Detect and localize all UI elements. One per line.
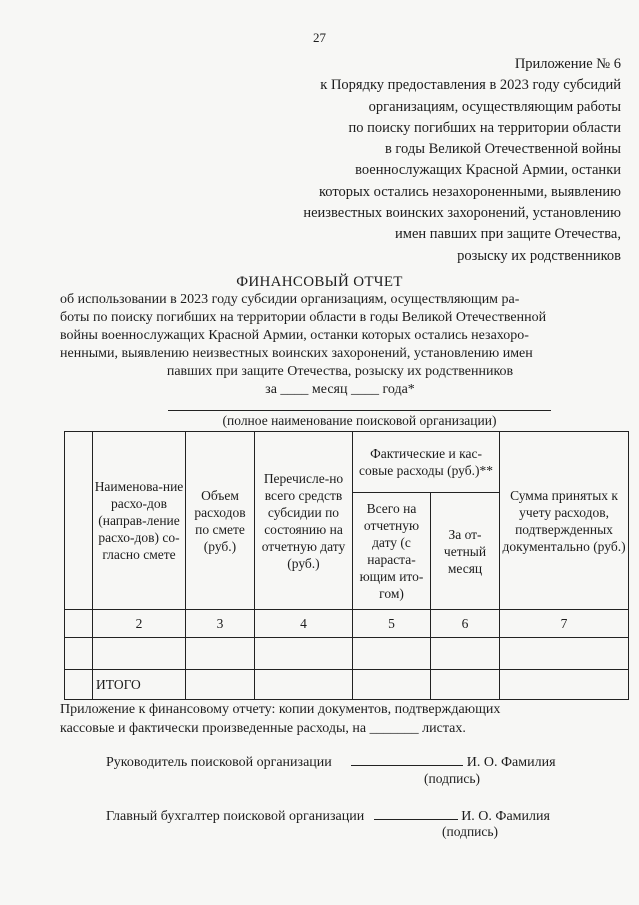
financial-report-table — [64, 431, 629, 700]
appendix-line: по поиску погибших на территории области — [348, 119, 621, 136]
table-header-cell-group — [353, 432, 500, 493]
appendix-line: организациям, осуществляющим работы — [368, 98, 621, 115]
appendix-line: военнослужащих Красной Армии, останки — [355, 162, 621, 179]
table-header-row — [65, 432, 629, 493]
table-cell — [255, 670, 353, 700]
accountant-signature-row — [106, 806, 550, 825]
note-line: Приложение к финансовому отчету: копии документов, подтверждающих — [60, 702, 501, 717]
header-actual-expenses: Фактические и кас-совые расходы (руб.)** — [359, 446, 493, 478]
column-number: 3 — [186, 610, 255, 638]
appendix-line: к Порядку предоставления в 2023 году субсидий — [320, 77, 621, 94]
head-signature-caption: (подпись) — [424, 771, 481, 786]
table-cell — [500, 670, 629, 700]
table-cell — [255, 638, 353, 670]
table-cell — [65, 638, 93, 670]
table-row — [65, 638, 629, 670]
column-number: 7 — [500, 610, 629, 638]
head-signature-line — [351, 752, 463, 766]
subtitle-line: павших при защите Отечества, розыску их родственников — [166, 364, 514, 379]
table-cell — [500, 638, 629, 670]
header-expense-name: Наименова-ние расхо-дов (направ-ление расхо-дов) со-гласно смете — [94, 479, 184, 562]
table-cell — [65, 670, 93, 700]
table-cell — [431, 638, 500, 670]
header-transferred-total: Перечисле-но всего средств субсидии по состоянию на отчетную дату (руб.) — [261, 470, 346, 571]
table-header-cell-col2 — [93, 432, 186, 610]
table-header-cell-col7 — [500, 432, 629, 610]
header-planned-volume: Объем расходов по смете (руб.) — [194, 487, 246, 554]
appendix-line: неизвестных воинских захоронений, установлению — [303, 205, 621, 222]
appendix-line: розыску их родственников — [457, 247, 621, 264]
note-line: кассовые и фактически произведенные расходы, на _______ листах. — [60, 721, 466, 736]
total-label: ИТОГО — [93, 670, 186, 700]
table-cell — [186, 670, 255, 700]
table-header-cell-col3 — [186, 432, 255, 610]
table-header-cell-col5 — [353, 493, 431, 610]
table-header-cell-col1 — [65, 432, 93, 610]
page-number: 27 — [313, 30, 326, 45]
head-signature-row — [106, 752, 556, 771]
subtitle-line: об использовании в 2023 году субсидии организациям, осуществляющим ра- — [60, 292, 520, 307]
accountant-label: Главный бухгалтер поисковой организации — [106, 809, 365, 824]
table-header-cell-col6 — [431, 493, 500, 610]
org-name-caption: (полное наименование поисковой организации) — [222, 413, 497, 428]
appendix-line: имен павших при защите Отечества, — [395, 226, 621, 243]
table-total-row — [65, 670, 629, 700]
header-total-to-date: Всего на отчетную дату (с нараста-ющим ито-гом) — [359, 501, 424, 601]
appendix-line: которых остались незахороненными, выявлению — [319, 183, 621, 200]
column-number: 2 — [93, 610, 186, 638]
table-cell — [431, 670, 500, 700]
head-name: И. О. Фамилия — [466, 755, 556, 770]
accountant-signature-line — [374, 806, 458, 820]
table-cell — [353, 670, 431, 700]
table-header-cell-col4 — [255, 432, 353, 610]
appendix-line: в годы Великой Отечественной войны — [384, 141, 621, 158]
column-number: 4 — [255, 610, 353, 638]
table-cell — [65, 610, 93, 638]
table-cell — [353, 638, 431, 670]
column-number: 6 — [431, 610, 500, 638]
appendix-header — [261, 54, 621, 267]
column-number: 5 — [353, 610, 431, 638]
accountant-name: И. О. Фамилия — [461, 809, 550, 824]
appendix-line: Приложение № 6 — [514, 56, 621, 72]
subtitle-line: боты по поиску погибших на территории области в годы Великой Отечественной — [60, 310, 547, 325]
head-label: Руководитель поисковой организации — [106, 755, 332, 770]
report-period-line: за ____ месяц ____ года* — [265, 382, 415, 397]
appendix-note — [60, 700, 626, 738]
subtitle-line: ненными, выявлению неизвестных воинских захоронений, установлению имен — [60, 346, 533, 361]
org-name-line — [168, 410, 551, 411]
header-reporting-month: За от-четный месяц — [443, 526, 487, 576]
report-subtitle — [60, 291, 620, 399]
report-title: ФИНАНСОВЫЙ ОТЧЕТ — [236, 274, 403, 290]
table-cell — [93, 638, 186, 670]
table-cell — [186, 638, 255, 670]
subtitle-line: войны военнослужащих Красной Армии, останки которых остались незахоро- — [60, 328, 529, 343]
accountant-signature-caption: (подпись) — [442, 824, 499, 839]
header-accepted-expenses: Сумма принятых к учету расходов, подтвержденных документально (руб.) — [502, 487, 626, 554]
table-number-row — [65, 610, 629, 638]
